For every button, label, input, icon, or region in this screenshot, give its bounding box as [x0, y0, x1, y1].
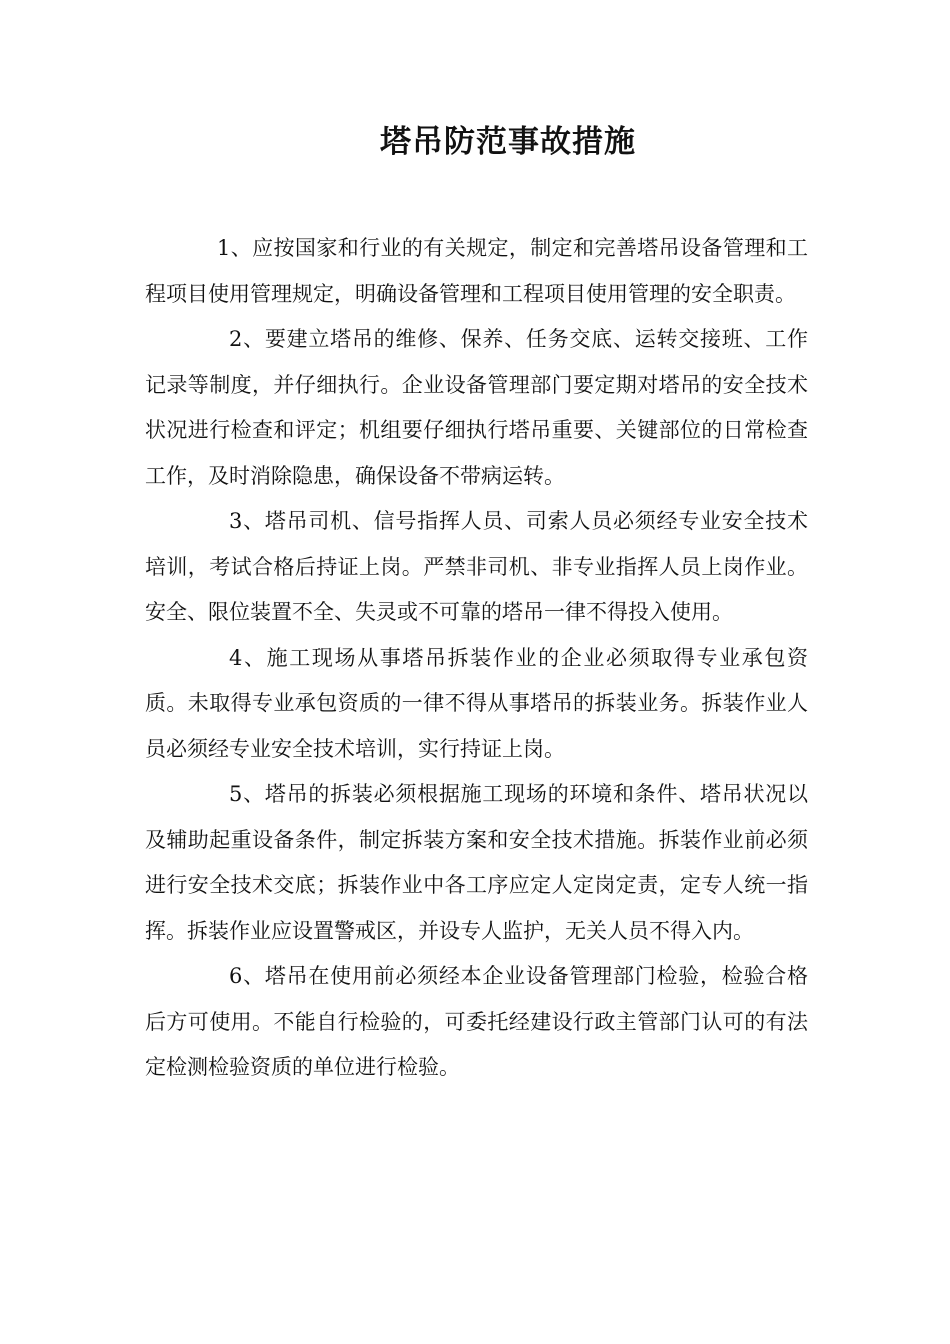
paragraph-1: 1、应按国家和行业的有关规定，制定和完善塔吊设备管理和工程项目使用管理规定，明确设备管理和工程项目使用管理的安全职责。: [145, 236, 808, 306]
paragraph-5: 5、塔吊的拆装必须根据施工现场的环境和条件、塔吊状况以及辅助起重设备条件，制定拆装方案和安全技术措施。拆装作业前必须进行安全技术交底；拆装作业中各工序应定人定岗定责，定专人统一指挥。拆装作业应设置警戒区，并设专人监护，无关人员不得入内。: [145, 782, 808, 943]
paragraph-6: 6、塔吊在使用前必须经本企业设备管理部门检验，检验合格后方可使用。不能自行检验的，可委托经建设行政主管部门认可的有法定检测检验资质的单位进行检验。: [145, 964, 808, 1079]
document-body: [145, 226, 808, 1091]
paragraph-4: 4、施工现场从事塔吊拆装作业的企业必须取得专业承包资质。未取得专业承包资质的一律不得从事塔吊的拆装业务。拆装作业人员必须经专业安全技术培训，实行持证上岗。: [145, 645, 808, 761]
document-title: 塔吊防范事故措施: [380, 124, 636, 160]
paragraph-2: 2、要建立塔吊的维修、保养、任务交底、运转交接班、工作记录等制度，并仔细执行。企业设备管理部门要定期对塔吊的安全技术状况进行检查和评定；机组要仔细执行塔吊重要、关键部位的日常检查工作，及时消除隐患，确保设备不带病运转。: [145, 327, 808, 488]
paragraph-3: 3、塔吊司机、信号指挥人员、司索人员必须经专业安全技术培训，考试合格后持证上岗。严禁非司机、非专业指挥人员上岗作业。安全、限位装置不全、失灵或不可靠的塔吊一律不得投入使用。: [145, 509, 808, 624]
